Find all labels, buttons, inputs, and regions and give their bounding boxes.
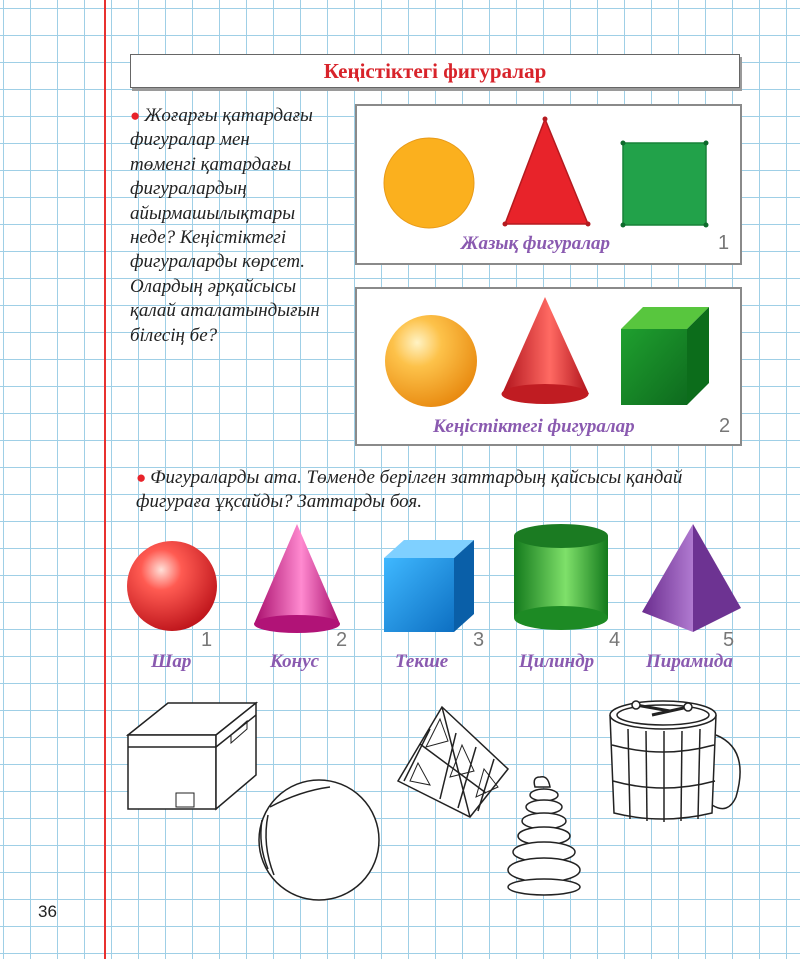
triangle-shape — [505, 119, 588, 224]
solid-label: Шар — [151, 651, 192, 672]
question-1 — [130, 104, 355, 348]
solid-number: 3 — [473, 629, 485, 651]
solid-label: Пирамида — [646, 651, 733, 672]
question-2 — [136, 466, 776, 515]
question-1-line: қалай аталатындығын — [130, 300, 320, 322]
solid-number: 4 — [609, 629, 621, 651]
objects-drawing — [0, 695, 800, 915]
cone-shape — [502, 297, 590, 404]
sphere-solid — [127, 541, 217, 631]
bullet-icon: ● — [130, 106, 141, 125]
question-1-line: неде? Кеңістіктегі — [130, 227, 287, 249]
panel-number: 2 — [719, 415, 731, 437]
question-1-line: Жоғарғы қатардағы — [144, 105, 313, 126]
cone-solid — [254, 524, 340, 633]
solid-number: 1 — [201, 629, 213, 651]
question-1-line: фигуралар мен — [130, 129, 250, 151]
solid-label: Цилиндр — [519, 651, 595, 672]
panel-number: 1 — [718, 232, 730, 254]
page-number: 36 — [38, 902, 57, 921]
question-2-line: фигураға ұқсайды? Заттарды боя. — [136, 491, 423, 513]
question-1-line: білесің бе? — [130, 324, 218, 346]
page-title — [130, 54, 740, 88]
solid-figures-panel — [355, 287, 742, 446]
square-shape — [623, 143, 706, 225]
bucket-object[interactable] — [610, 701, 740, 822]
cube-solid — [384, 540, 474, 632]
solids-row — [0, 524, 800, 634]
solid-label: Конус — [270, 651, 320, 672]
cube-shape — [621, 307, 709, 405]
solid-number: 2 — [336, 629, 348, 651]
solid-number: 5 — [723, 629, 735, 651]
page-title-text: Кеңістіктегі фигуралар — [323, 58, 547, 83]
question-1-line: төменгі қатардағы — [130, 153, 292, 175]
solid-label: Текше — [395, 651, 449, 672]
ring-toy-object[interactable] — [508, 777, 580, 895]
plane-figures-panel — [355, 104, 742, 265]
pyramid-solid — [642, 524, 741, 632]
circle-shape — [384, 138, 474, 228]
bullet-icon: ● — [136, 468, 147, 487]
question-1-line: фигураларды көрсет. — [130, 251, 306, 273]
cylinder-solid — [514, 524, 608, 630]
solid-figures-caption: Кеңістіктегі фигуралар — [433, 416, 635, 437]
ball-object[interactable] — [259, 780, 379, 900]
box-object[interactable] — [128, 703, 256, 809]
sphere-shape — [385, 315, 477, 407]
question-1-line: Олардың әрқайсысы — [130, 275, 297, 297]
question-2-line: Фигураларды ата. Төменде берілген заттардың қайсысы қандай — [150, 467, 683, 488]
question-1-line: фигуралардың — [130, 178, 247, 200]
plane-figures-caption: Жазық фигуралар — [461, 233, 611, 254]
question-1-line: айырмашылықтары — [130, 202, 296, 224]
pyramid-frame-object[interactable] — [398, 707, 508, 817]
